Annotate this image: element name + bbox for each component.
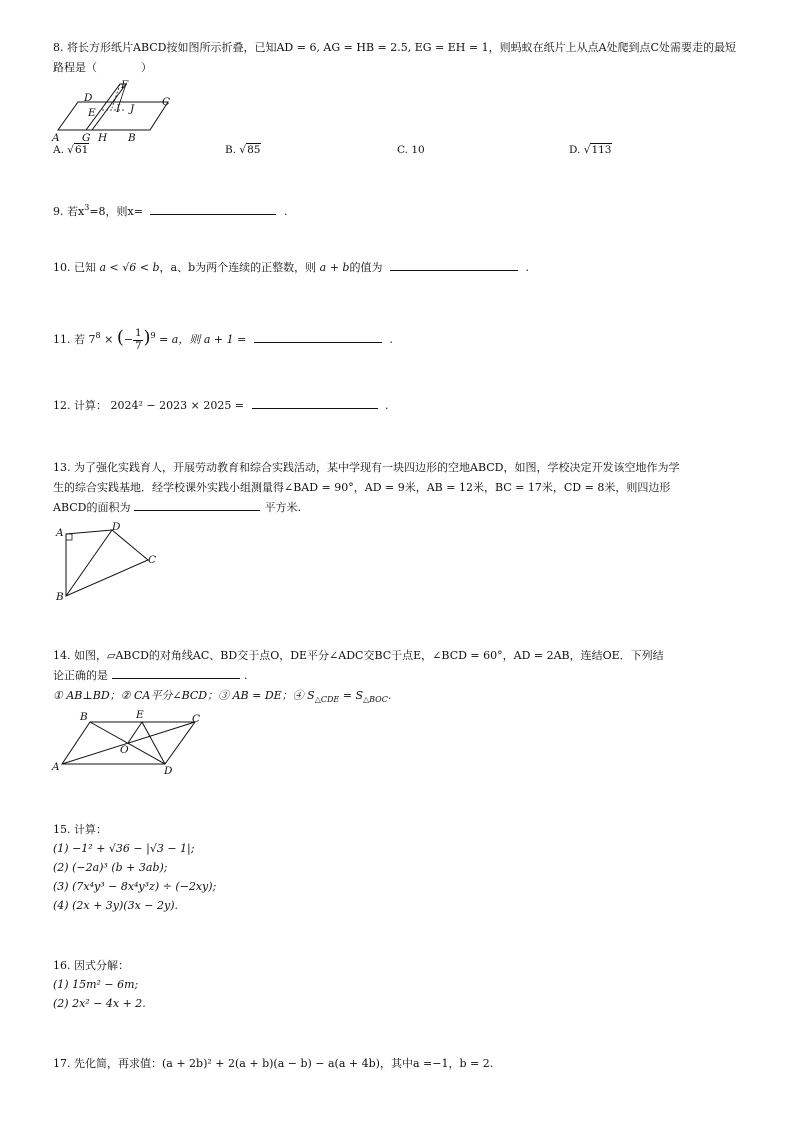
rectangle-outline — [58, 102, 168, 130]
label-J: J — [130, 103, 135, 115]
question-13: 13. 为了强化实践育人，开展劳动教育和综合实践活动，某中学现有一块四边形的空地ABCD，如图，学校决定开发该空地作为学 生的综合实践基地．经学校课外实践小组测量得∠BAD = 90°，AD = 9米，AB = 12米，BC = 17米，CD = 8米，则四边形 ABCD的面积为 平方米. — [53, 461, 680, 514]
question-11: 11. 若 $7^8$ × (− $\frac{1}{7}$ )$^9$ = a，则 a + 1 = . — [53, 327, 393, 352]
option-b[interactable]: B. √85 — [225, 144, 261, 156]
answer-blank[interactable] — [390, 258, 518, 271]
question-8 — [53, 38, 743, 78]
question-10: 10. 已知 a < √6 < b，a、b为两个连续的正整数，则 a + b的值为 . — [53, 258, 744, 278]
label-B: B — [128, 132, 136, 144]
label-G: G — [82, 132, 91, 144]
list-item: (1) −1² + √36 − |√3 − 1|; — [53, 842, 195, 855]
question-17: 17. 先化简，再求值：(a + 2b)² + 2(a + b)(a − b) − a(a + 4b)，其中a =−1，b = 2. — [53, 1057, 494, 1070]
label-I: I — [116, 103, 121, 115]
label-O: O — [120, 744, 129, 756]
figure-folded-rectangle — [50, 78, 190, 144]
label-C: C — [148, 554, 157, 566]
label-E: E — [136, 709, 144, 721]
figure-parallelogram — [50, 708, 210, 778]
option-c[interactable]: C. 10 — [397, 144, 425, 156]
question-9: 9. 若$x^3=8$，则x= . — [53, 203, 288, 218]
label-C: C — [192, 713, 201, 725]
answer-blank[interactable] — [134, 498, 260, 511]
question-number: 8. — [53, 41, 64, 54]
label-D: D — [84, 92, 93, 104]
list-item: (2) 2x² − 4x + 2. — [53, 997, 146, 1010]
question-12: 12. 计算： 2024² − 2023 × 2025 = . — [53, 396, 744, 416]
label-B: B — [80, 711, 88, 723]
question-text: 将长方形纸片ABCD按如图所示折叠，已知AD = 6, AG = HB = 2.5, EG = EH = 1，则蚂蚁在纸片上从点A处爬到点C处需要走的最短路程是（ ） — [53, 41, 736, 74]
figure-quadrilateral-abcd — [52, 520, 162, 604]
right-angle-mark — [66, 534, 72, 540]
answer-blank[interactable] — [252, 396, 378, 409]
answer-blank[interactable] — [150, 202, 276, 215]
answer-blank[interactable] — [254, 330, 382, 343]
question-15: 15. 计算： (1) −1² + √36 − |√3 − 1|; (2) (−2a)³ (b + 3ab); (3) (7x⁴y³ − 8x⁴y³z) ÷ (−2xy); (4) (2x + 3y)(3x − 2y). — [53, 820, 744, 915]
label-A: A — [52, 132, 60, 144]
label-A: A — [52, 761, 60, 773]
question-14: 14. 如图，▱ABCD的对角线AC、BD交于点O，DE平分∠ADC交BC于点E，∠BCD = 60°，AD = 2AB，连结OE．下列结 论正确的是 . ① AB⊥BD；② CA平分∠BCD；③ AB = DE；④ $S_{\triangle CDE} = S_{\triangle BOC}$. — [53, 649, 664, 704]
label-E: E — [88, 107, 96, 119]
label-C: C — [162, 96, 171, 108]
list-item: (4) (2x + 3y)(3x − 2y). — [53, 899, 178, 912]
answer-blank[interactable] — [112, 666, 240, 679]
list-item: (1) 15m² − 6m; — [53, 978, 139, 991]
option-d-value: 113 — [591, 144, 612, 156]
option-d[interactable]: D. √113 — [569, 144, 612, 156]
label-F: F — [121, 79, 129, 91]
option-c-value: 10 — [411, 144, 425, 156]
label-H: H — [98, 132, 108, 144]
label-D: D — [112, 521, 121, 533]
label-B: B — [56, 591, 64, 603]
option-a-value: 61 — [74, 144, 89, 156]
label-A: A — [56, 527, 64, 539]
quadrilateral-outline — [66, 530, 148, 596]
label-D: D — [164, 765, 173, 777]
option-a[interactable]: A. √61 — [53, 144, 89, 156]
question-16: 16. 因式分解： (1) 15m² − 6m; (2) 2x² − 4x + 2. — [53, 956, 744, 1013]
option-b-value: 85 — [247, 144, 261, 156]
list-item: (2) (−2a)³ (b + 3ab); — [53, 861, 168, 874]
list-item: (3) (7x⁴y³ − 8x⁴y³z) ÷ (−2xy); — [53, 880, 217, 893]
